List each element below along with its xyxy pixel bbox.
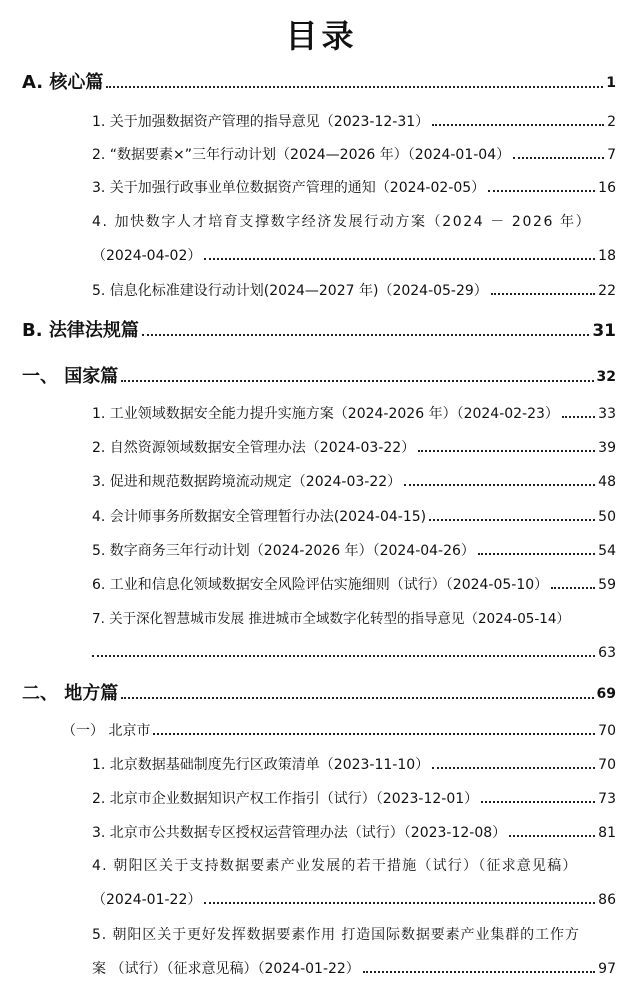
dot-leader — [204, 258, 595, 260]
toc-page: 50 — [598, 509, 616, 525]
toc-item[interactable] — [92, 823, 616, 843]
toc-label: A. 核心篇 — [22, 72, 104, 93]
toc-label: 一、 国家篇 — [22, 366, 119, 387]
toc-label: （2024-01-22） — [92, 892, 202, 908]
toc-item[interactable] — [92, 541, 616, 561]
dot-leader — [418, 450, 595, 452]
page-title: 目录 — [285, 17, 358, 55]
toc-label: （一） 北京市 — [62, 723, 151, 739]
toc-page: 48 — [598, 474, 616, 490]
toc-page: 32 — [596, 369, 616, 385]
toc-page: 2 — [607, 114, 616, 130]
toc-page: 69 — [596, 686, 616, 702]
toc-label: 1. 北京数据基础制度先行区政策清单（2023-11-10） — [92, 757, 430, 773]
toc-label: 1. 关于加强数据资产管理的指导意见（2023-12-31） — [92, 114, 430, 130]
toc-label: 案 （试行）（征求意见稿）（2024-01-22） — [92, 961, 360, 977]
toc-label: 2. “数据要素×”三年行动计划（2024—2026 年）（2024-01-04） — [92, 147, 511, 163]
toc-item[interactable] — [92, 507, 616, 527]
toc-label: 5. 信息化标准建设行动计划(2024—2027 年)（2024-05-29） — [92, 283, 488, 299]
dot-leader — [551, 587, 595, 589]
toc-page: 54 — [598, 543, 616, 559]
dot-leader — [404, 484, 595, 486]
toc-item-line1[interactable]: 4. 加快数字人才培育支撑数字经济发展行动方案（2024 － 2026 年） — [92, 214, 592, 230]
dot-leader — [491, 293, 595, 295]
toc-label: （2024-04-02） — [92, 248, 202, 264]
dot-leader — [363, 971, 595, 973]
toc-label: 3. 促进和规范数据跨境流动规定（2024-03-22） — [92, 474, 402, 490]
dot-leader — [142, 334, 590, 336]
dot-leader — [513, 157, 604, 159]
toc-item-line2[interactable] — [92, 890, 616, 910]
toc-item[interactable] — [92, 112, 616, 132]
toc-label: 6. 工业和信息化领域数据安全风险评估实施细则（试行）（2024-05-10） — [92, 577, 549, 593]
toc-label: 二、 地方篇 — [22, 683, 119, 704]
toc-label: 5. 数字商务三年行动计划（2024-2026 年）（2024-04-26） — [92, 543, 475, 559]
dot-leader — [562, 416, 595, 418]
toc-page: 70 — [598, 757, 616, 773]
toc-item[interactable] — [92, 281, 616, 301]
toc-page: 73 — [598, 791, 616, 807]
toc-page: 86 — [598, 892, 616, 908]
toc-item[interactable] — [92, 178, 616, 198]
toc-page: 81 — [598, 825, 616, 841]
toc-item[interactable] — [92, 404, 616, 424]
dot-leader — [153, 733, 595, 735]
toc-page: 18 — [598, 248, 616, 264]
toc-label: 1. 工业领域数据安全能力提升实施方案（2024-2026 年）（2024-02-23） — [92, 406, 559, 422]
toc-subchapter-beijing[interactable] — [62, 721, 616, 741]
toc-chapter-local[interactable] — [22, 683, 616, 705]
toc-page: 39 — [598, 440, 616, 456]
toc-section-a[interactable] — [22, 72, 616, 94]
dot-leader — [509, 835, 595, 837]
toc-item-line2[interactable] — [92, 643, 616, 663]
toc-item[interactable] — [92, 575, 616, 595]
toc-page: 7 — [607, 147, 616, 163]
dot-leader — [121, 697, 593, 699]
toc-item-line2[interactable] — [92, 959, 616, 979]
toc-item[interactable] — [92, 145, 616, 165]
toc-item-line1[interactable]: 5. 朝阳区关于更好发挥数据要素作用 打造国际数据要素产业集群的工作方 — [92, 927, 580, 943]
toc-label: 3. 北京市公共数据专区授权运营管理办法（试行）（2023-12-08） — [92, 825, 507, 841]
dot-leader — [204, 902, 595, 904]
dot-leader — [432, 767, 595, 769]
toc-page: 1 — [606, 75, 616, 91]
toc-page: 33 — [598, 406, 616, 422]
toc-page: 70 — [598, 723, 616, 739]
toc-label: 3. 关于加强行政事业单位数据资产管理的通知（2024-02-05） — [92, 180, 486, 196]
toc-item-line2[interactable] — [92, 246, 616, 266]
toc-page: 97 — [598, 961, 616, 977]
toc-page: 22 — [598, 283, 616, 299]
toc-item[interactable] — [92, 789, 616, 809]
toc-item[interactable] — [92, 472, 616, 492]
toc-section-b[interactable] — [22, 320, 616, 342]
dot-leader — [106, 86, 603, 88]
dot-leader — [478, 553, 595, 555]
toc-item[interactable] — [92, 755, 616, 775]
dot-leader — [432, 124, 604, 126]
toc-item-line1[interactable]: 4. 朝阳区关于支持数据要素产业发展的若干措施（试行）（征求意见稿） — [92, 858, 578, 874]
toc-item[interactable] — [92, 438, 616, 458]
toc-chapter-national[interactable] — [22, 366, 616, 388]
toc-label: B. 法律法规篇 — [22, 320, 139, 341]
dot-leader — [481, 801, 595, 803]
toc-item-line1[interactable]: 7. 关于深化智慧城市发展 推进城市全域数字化转型的指导意见（2024-05-14） — [92, 611, 570, 627]
toc-label: 2. 自然资源领域数据安全管理办法（2024-03-22） — [92, 440, 416, 456]
toc-page: 59 — [598, 577, 616, 593]
toc-label: 4. 会计师事务所数据安全管理暂行办法(2024-04-15) — [92, 509, 427, 525]
toc-page: 16 — [598, 180, 616, 196]
toc-label: 2. 北京市企业数据知识产权工作指引（试行）（2023-12-01） — [92, 791, 479, 807]
dot-leader — [429, 519, 595, 521]
dot-leader — [92, 655, 595, 657]
toc-page: 63 — [598, 645, 616, 661]
dot-leader — [121, 380, 593, 382]
toc-page: 31 — [592, 321, 616, 341]
dot-leader — [488, 190, 595, 192]
